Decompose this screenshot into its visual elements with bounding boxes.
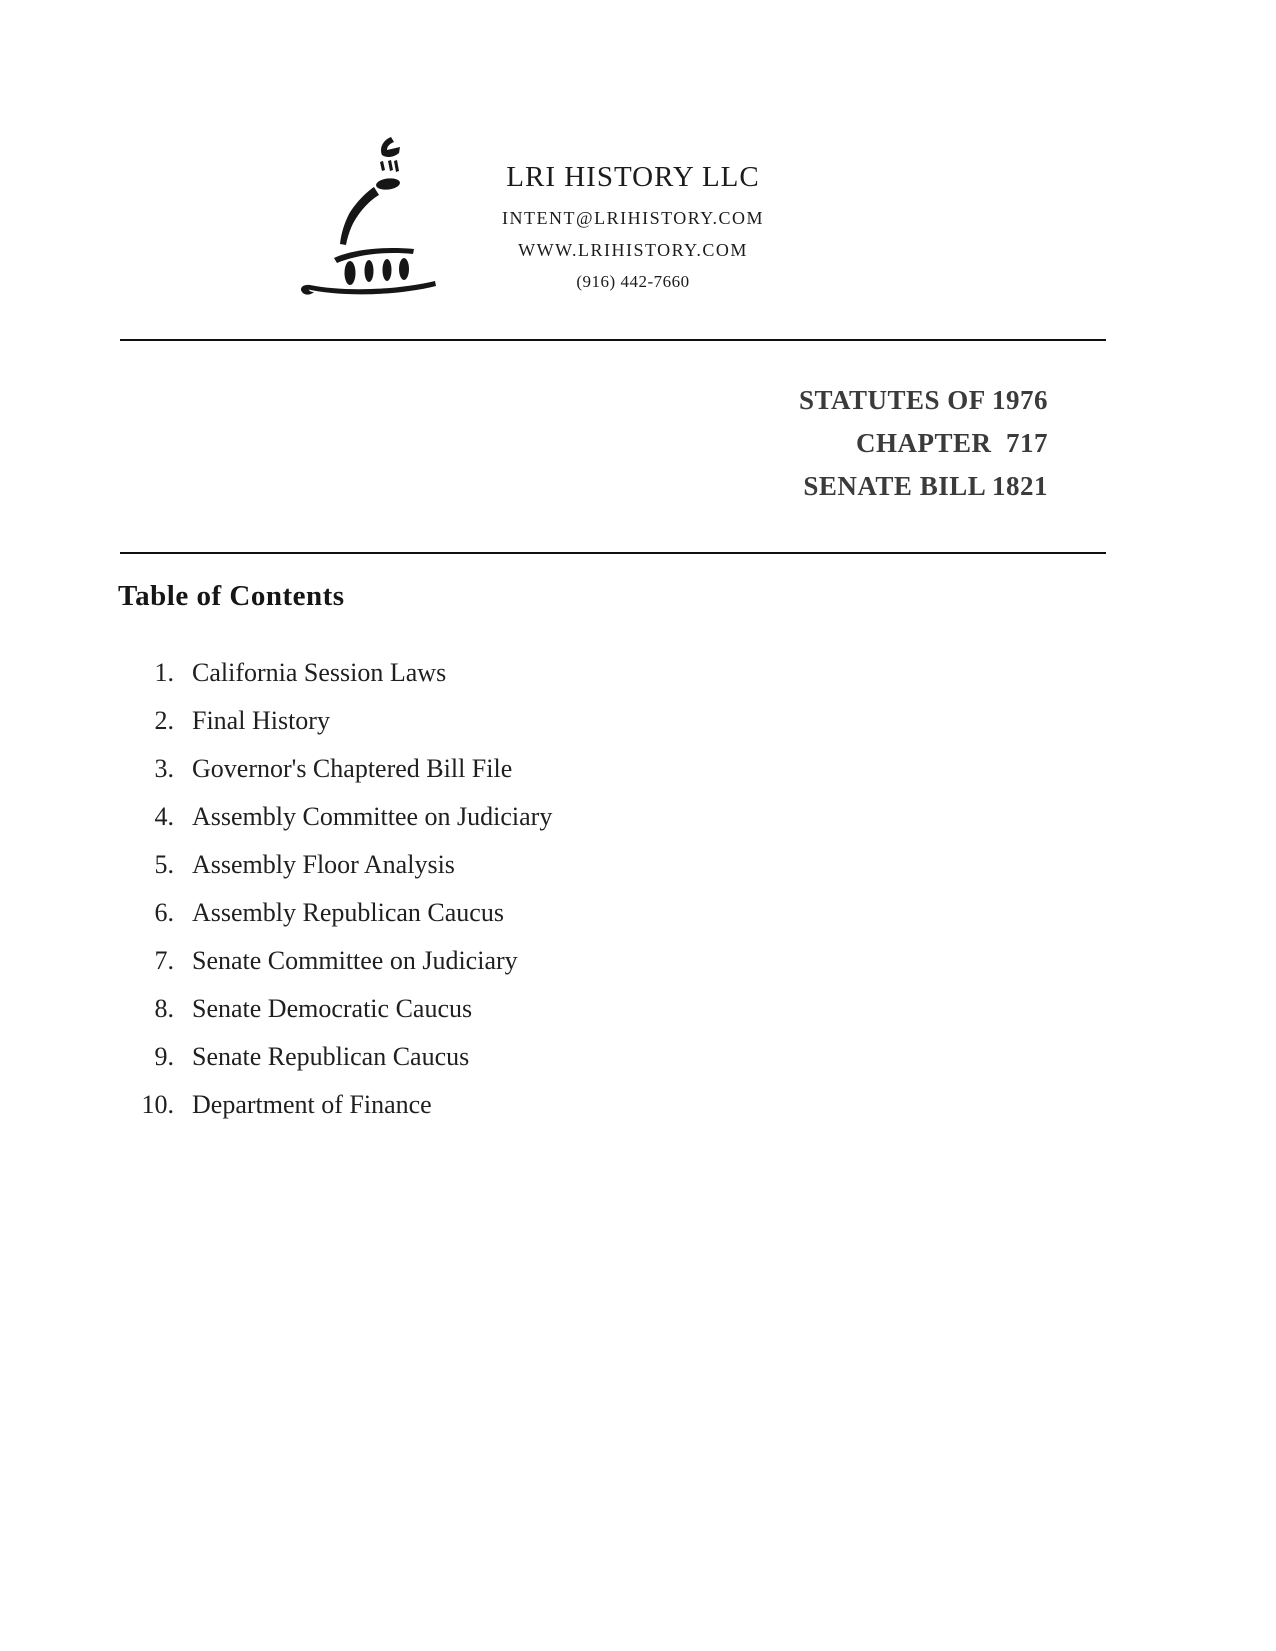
toc-item-label: Governor's Chaptered Bill File [192, 754, 513, 783]
toc-item [0, 793, 820, 841]
toc-item-label: Assembly Committee on Judiciary [192, 802, 553, 831]
toc-item-label: Senate Committee on Judiciary [192, 946, 518, 975]
toc-item [0, 697, 820, 745]
statutes-year-line: STATUTES OF 1976 [798, 385, 1048, 415]
toc-item-number: 7. [154, 946, 174, 975]
toc-item-label: Senate Democratic Caucus [192, 994, 473, 1023]
company-website: WWW.LRIHISTORY.COM [518, 240, 748, 260]
toc-item-label: Senate Republican Caucus [192, 1042, 470, 1071]
toc-item-number: 10. [141, 1090, 174, 1119]
toc-item-number: 2. [154, 706, 174, 735]
toc-item-number: 8. [154, 994, 174, 1023]
toc-item [0, 1033, 820, 1081]
toc-item [0, 841, 820, 889]
company-email: INTENT@LRIHISTORY.COM [502, 208, 764, 228]
toc-item-label: Assembly Floor Analysis [192, 850, 455, 879]
company-name: LRI HISTORY LLC [506, 161, 760, 193]
chapter-line: CHAPTER 717 [855, 428, 1048, 458]
toc-title: Table of Contents [118, 580, 345, 612]
top-divider-rule [120, 339, 1106, 341]
toc-item [0, 649, 820, 697]
company-header [383, 159, 883, 293]
toc-item-number: 5. [154, 850, 174, 879]
toc-list [0, 649, 820, 1129]
bottom-divider-rule [120, 552, 1106, 554]
toc-item-number: 6. [154, 898, 174, 927]
toc-item-number: 3. [154, 754, 174, 783]
toc-item-number: 4. [154, 802, 174, 831]
company-phone: (916) 442-7660 [576, 272, 690, 291]
toc-item-number: 1. [154, 658, 174, 687]
toc-item [0, 889, 820, 937]
toc-item [0, 1081, 820, 1129]
toc-item-label: Assembly Republican Caucus [192, 898, 504, 927]
toc-item-label: Final History [192, 706, 330, 735]
toc-item-label: Department of Finance [192, 1090, 432, 1119]
statute-reference-block [799, 379, 1048, 508]
senate-bill-line: SENATE BILL 1821 [803, 471, 1048, 501]
toc-item-label: California Session Laws [192, 658, 447, 687]
toc-item [0, 985, 820, 1033]
toc-item-number: 9. [154, 1042, 174, 1071]
toc-item [0, 937, 820, 985]
toc-item [0, 745, 820, 793]
